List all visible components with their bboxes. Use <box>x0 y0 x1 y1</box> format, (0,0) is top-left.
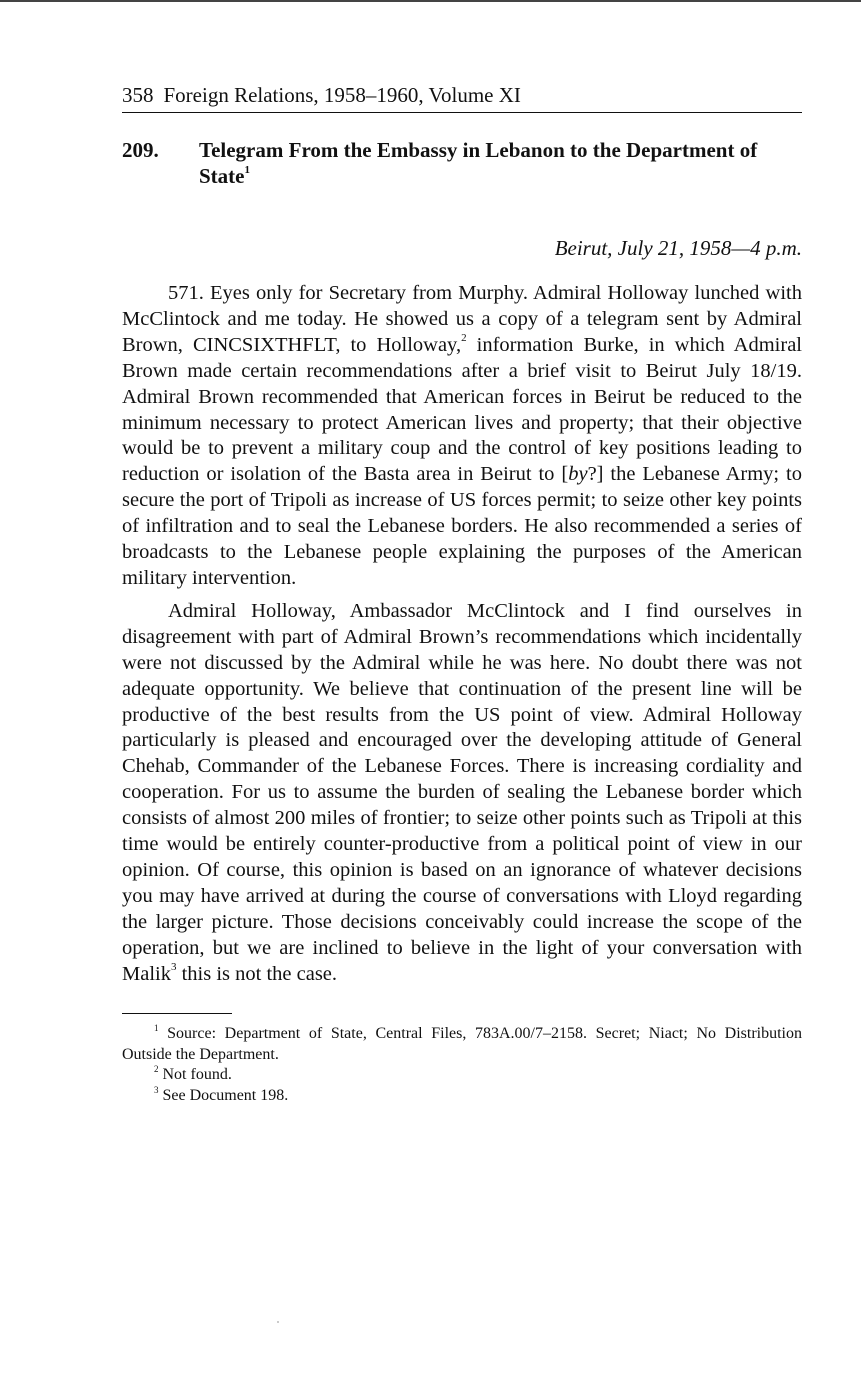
body-paragraph-2 <box>122 599 802 988</box>
footnote-text: Source: Department of State, Central Files, 783A.00/7–2158. Secret; Niact; No Distribution Outside the Department. <box>122 1025 802 1063</box>
footnote-3 <box>122 1086 802 1107</box>
paragraph-2-text-a: Admiral Holloway, Ambassador McClintock and I find ourselves in disagreement with part of Admiral Brown’s recommendations which incidentally were not discussed by the Admiral while he was here. No doubt there was not adequate opportunity. We believe that continuation of the present line will be productive of the best results from the US point of view. Admiral Holloway particularly is pleased and encouraged over the developing attitude of General Chehab, Commander of the Lebanese Forces. There is increasing cordiality and cooperation. For us to assume the burden of sealing the Lebanese border which consists of almost 200 miles of frontier; to seize other points such as Tripoli at this time would be entirely counter-productive from a political point of view in our opinion. Of course, this opinion is based on an ignorance of whatever decisions you may have arrived at during the course of conversations with Lloyd regarding the larger picture. Those decisions conceivably could increase the scope of the operation, but we are inclined to believe in the light of your conversation with Malik <box>122 599 802 985</box>
footnote-mark: 1 <box>154 1023 159 1034</box>
document-title <box>199 137 802 189</box>
page-number: 358 <box>122 83 154 107</box>
footnote-ref-3[interactable]: 3 <box>170 960 177 973</box>
document-heading <box>122 137 802 189</box>
paragraph-1-text-a: 571. Eyes only for Secretary from Murphy. Admiral Holloway lunched with McClintock and me today. He showed us a copy of a telegram sent by Admiral Brown, CINCSIXTHFLT, to Holloway, <box>122 282 802 356</box>
document-title-text: Telegram From the Embassy in Lebanon to the Department of State <box>199 138 758 188</box>
scan-speck <box>277 1321 279 1323</box>
document-page <box>122 80 802 1106</box>
footnote-mark: 3 <box>154 1084 159 1095</box>
footnote-2 <box>122 1065 802 1086</box>
footnote-1 <box>122 1024 802 1065</box>
running-title: Foreign Relations, 1958–1960, Volume XI <box>163 83 521 107</box>
paragraph-1-text-b: information Burke, in which Admiral Brown made certain recommendations after a brief visit to Beirut July 18/19. Admiral Brown recommended that American forces in Beirut be reduced to the minimum necessary to protect American lives and property; that their objective would be to prevent a military coup and the control of key positions leading to reduction or isolation of the Basta area in Beirut to [ <box>122 333 802 486</box>
dateline: Beirut, July 21, 1958—4 p.m. <box>554 236 802 260</box>
footnotes <box>122 1024 802 1106</box>
footnote-ref-2[interactable]: 2 <box>461 331 467 344</box>
document-number: 209. <box>122 138 159 162</box>
footnote-text: Not found. <box>162 1066 232 1084</box>
editorial-insertion: by <box>568 463 588 486</box>
page-top-edge <box>0 0 861 2</box>
paragraph-1-text-c: ?] the Lebanese Army; to secure the port of Tripoli as increase of US forces permit; to seize other key points of infiltration and to seal the Lebanese borders. He also recommended a series of broadcasts to the Lebanese people explaining the purposes of the American military intervention. <box>122 463 803 589</box>
telegram-body <box>122 281 802 987</box>
running-header <box>122 80 802 113</box>
body-paragraph-1 <box>122 281 802 592</box>
paragraph-2-text-b: this is not the case. <box>176 962 338 985</box>
footnote-ref-1[interactable]: 1 <box>244 164 250 176</box>
footnote-divider <box>122 1013 232 1014</box>
footnote-mark: 2 <box>154 1064 159 1075</box>
footnote-text: See Document 198. <box>162 1086 289 1104</box>
